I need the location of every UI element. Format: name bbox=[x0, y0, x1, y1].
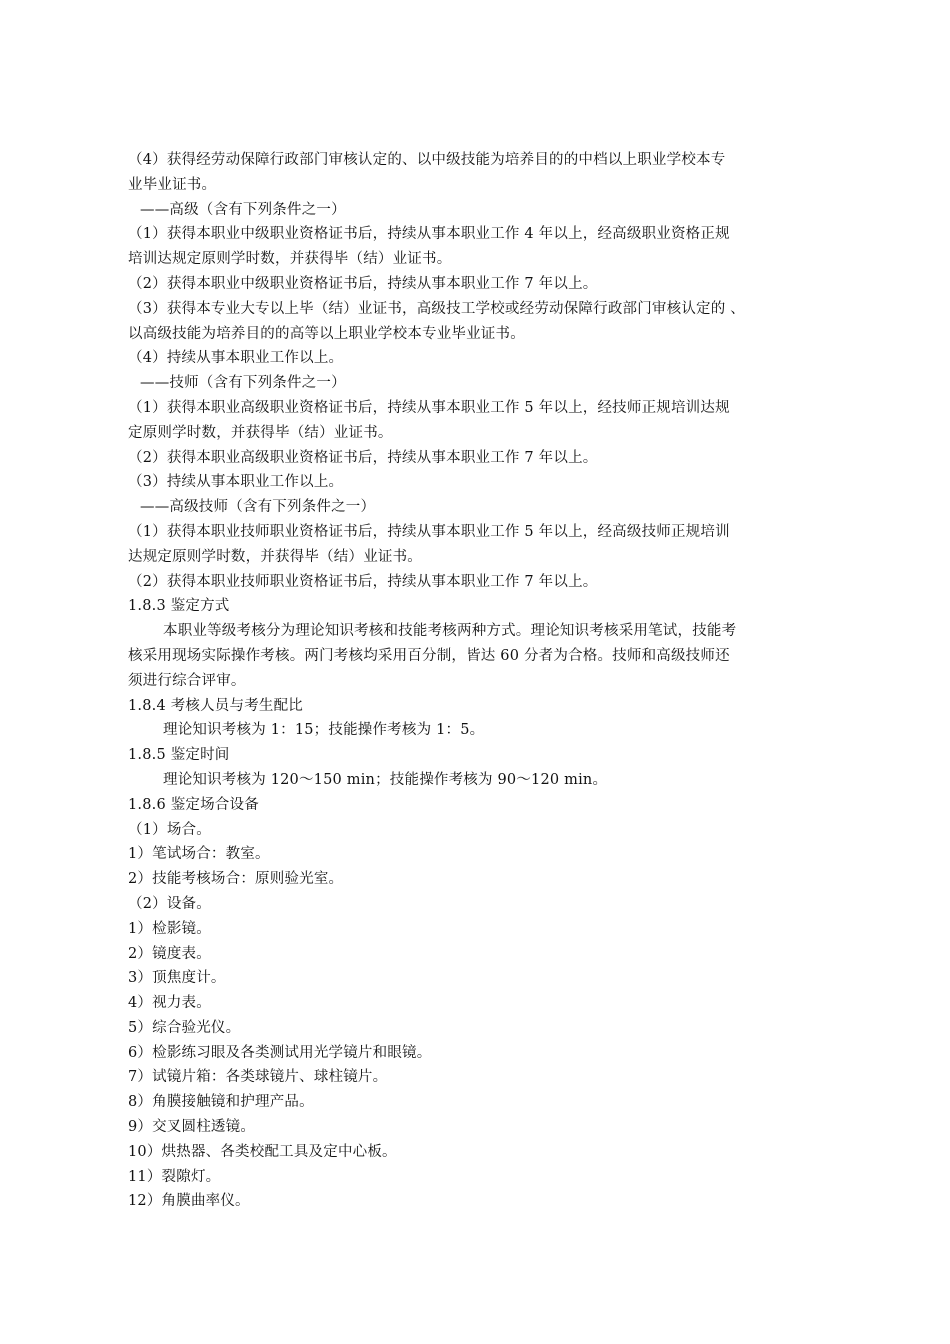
text-line: 以高级技能为培养目的的高等以上职业学校本专业毕业证书。 bbox=[128, 325, 525, 342]
text-line: 1.8.6 鉴定场合设备 bbox=[128, 796, 259, 813]
text-line: 7）试镜片箱：各类球镜片、球柱镜片。 bbox=[128, 1069, 388, 1086]
text-line: 1）笔试场合：教室。 bbox=[128, 846, 270, 863]
text-line: 5）综合验光仪。 bbox=[128, 1019, 241, 1036]
text-line: （2）获得本职业高级职业资格证书后，持续从事本职业工作 7 年以上。 bbox=[128, 449, 598, 466]
text-line: 达规定原则学时数，并获得毕（结）业证书。 bbox=[128, 548, 422, 565]
text-line: 须进行综合评审。 bbox=[128, 672, 246, 689]
text-line: 4）视力表。 bbox=[128, 995, 211, 1012]
text-line: 1）检影镜。 bbox=[128, 920, 211, 937]
text-line: 12）角膜曲率仪。 bbox=[128, 1193, 250, 1210]
text-line: （2）设备。 bbox=[128, 895, 211, 912]
text-line: 1.8.4 考核人员与考生配比 bbox=[128, 697, 304, 714]
text-line: （1）获得本职业技师职业资格证书后，持续从事本职业工作 5 年以上，经高级技师正规培训 bbox=[128, 523, 730, 540]
text-line: （3）获得本专业大专以上毕（结）业证书，高级技工学校或经劳动保障行政部门审核认定的 、 bbox=[128, 300, 745, 317]
text-line: （3）持续从事本职业工作以上。 bbox=[128, 474, 344, 491]
text-line: 1.8.3 鉴定方式 bbox=[128, 598, 230, 615]
text-line: 本职业等级考核分为理论知识考核和技能考核两种方式。理论知识考核采用笔试，技能考 bbox=[163, 623, 737, 640]
text-line: 6）检影练习眼及各类测试用光学镜片和眼镜。 bbox=[128, 1044, 432, 1061]
text-line: 培训达规定原则学时数，并获得毕（结）业证书。 bbox=[128, 251, 452, 268]
text-line: 2）镜度表。 bbox=[128, 945, 211, 962]
text-line: 11）裂隙灯。 bbox=[128, 1168, 221, 1185]
text-line: （2）获得本职业中级职业资格证书后，持续从事本职业工作 7 年以上。 bbox=[128, 275, 598, 292]
text-line: ——高级技师（含有下列条件之一） bbox=[140, 499, 376, 516]
text-line: 业毕业证书。 bbox=[128, 176, 217, 193]
text-line: （1）获得本职业中级职业资格证书后，持续从事本职业工作 4 年以上，经高级职业资格正规 bbox=[128, 226, 730, 243]
text-line: 理论知识考核为 120～150 min；技能操作考核为 90～120 min。 bbox=[163, 771, 608, 788]
text-line: （4）持续从事本职业工作以上。 bbox=[128, 350, 344, 367]
document-page bbox=[128, 148, 838, 1214]
text-line: 8）角膜接触镜和护理产品。 bbox=[128, 1094, 314, 1111]
text-line: 2）技能考核场合：原则验光室。 bbox=[128, 871, 344, 888]
text-line: （1）获得本职业高级职业资格证书后，持续从事本职业工作 5 年以上，经技师正规培训达规 bbox=[128, 399, 730, 416]
text-line: 核采用现场实际操作考核。两门考核均采用百分制，皆达 60 分者为合格。技师和高级技师还 bbox=[128, 647, 730, 664]
text-line: （1）场合。 bbox=[128, 821, 211, 838]
text-line: 10）烘热器、各类校配工具及定中心板。 bbox=[128, 1143, 397, 1160]
text-line: （2）获得本职业技师职业资格证书后，持续从事本职业工作 7 年以上。 bbox=[128, 573, 598, 590]
text-line: 3）顶焦度计。 bbox=[128, 970, 226, 987]
text-line: （4）获得经劳动保障行政部门审核认定的、以中级技能为培养目的的中档以上职业学校本专 bbox=[128, 152, 726, 168]
text-line: ——高级（含有下列条件之一） bbox=[140, 201, 346, 218]
text-line: ——技师（含有下列条件之一） bbox=[140, 375, 346, 392]
text-line: 1.8.5 鉴定时间 bbox=[128, 747, 230, 764]
text-line: 9）交叉圆柱透镜。 bbox=[128, 1119, 256, 1136]
text-line: 理论知识考核为 1：15；技能操作考核为 1：5。 bbox=[163, 722, 485, 739]
text-line: 定原则学时数，并获得毕（结）业证书。 bbox=[128, 424, 393, 441]
